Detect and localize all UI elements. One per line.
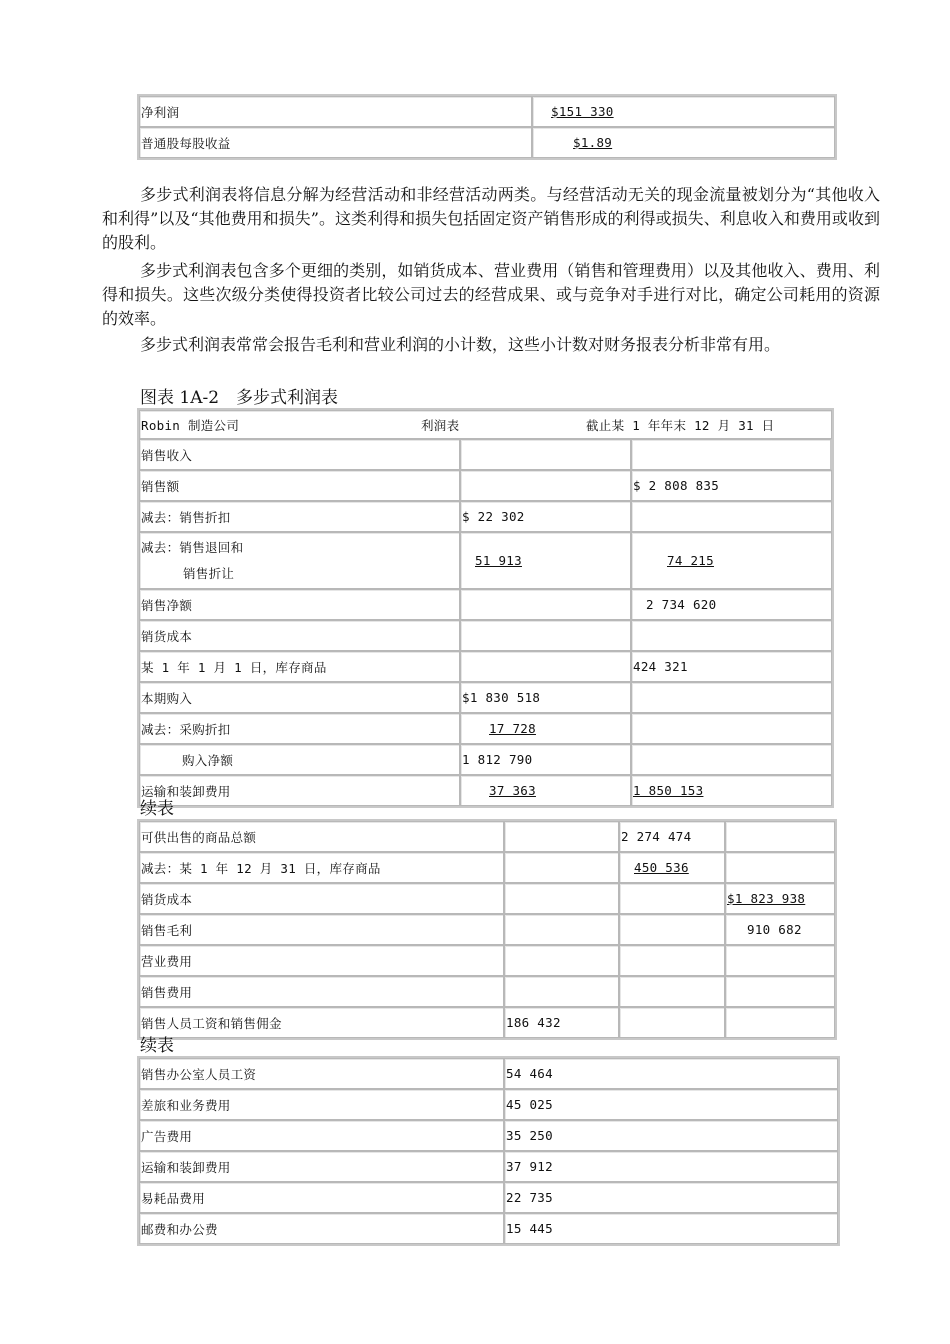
col2-cell <box>619 976 725 1007</box>
table-row <box>139 713 832 744</box>
table-row <box>139 1182 838 1213</box>
col1-cell <box>460 651 631 682</box>
col2-cell: 450 536 <box>619 852 725 883</box>
table-row <box>139 682 832 713</box>
col3-cell: 910 682 <box>725 914 835 945</box>
col2-cell <box>631 501 832 532</box>
col1-cell <box>460 589 631 620</box>
row-label: 运输和装卸费用 <box>139 775 460 806</box>
col1-cell <box>504 821 619 852</box>
table-row <box>139 976 835 1007</box>
table-row <box>139 821 835 852</box>
col2-cell: 1 850 153 <box>631 775 832 806</box>
company-name: Robin 制造公司 <box>141 417 240 433</box>
row-label: 可供出售的商品总额 <box>139 821 504 852</box>
col1-cell: 186 432 <box>504 1007 619 1038</box>
table-row <box>139 1213 838 1244</box>
statement-header <box>139 410 832 439</box>
header-cell <box>139 410 832 439</box>
row-label: 销售毛利 <box>139 914 504 945</box>
row-label: 某 1 年 1 月 1 日，库存商品 <box>139 651 460 682</box>
row-label: 净利润 <box>139 96 532 127</box>
row-label: 差旅和业务费用 <box>139 1089 504 1120</box>
table-row <box>139 914 835 945</box>
table-row <box>139 470 832 501</box>
row-label: 销货成本 <box>139 620 460 651</box>
col2-cell: 424 321 <box>631 651 832 682</box>
row-value: $1.89 <box>532 127 835 158</box>
row-value: 22 735 <box>504 1182 838 1213</box>
table-row <box>139 883 835 914</box>
row-label: 减去：采购折扣 <box>139 713 460 744</box>
row-label: 邮费和办公费 <box>139 1213 504 1244</box>
net-income-table <box>137 94 837 160</box>
statement-period: 截止某 1 年年末 12 月 31 日 <box>586 417 775 433</box>
col3-cell <box>725 945 835 976</box>
table-row <box>139 651 832 682</box>
paragraph-3: 多步式利润表常常会报告毛利和营业利润的小计数，这些小计数对财务报表分析非常有用。 <box>140 335 781 354</box>
row-label <box>139 532 460 589</box>
col3-cell <box>725 821 835 852</box>
row-value: 54 464 <box>504 1058 838 1089</box>
col3-cell <box>725 852 835 883</box>
row-value: $151 330 <box>532 96 835 127</box>
col1-cell <box>504 976 619 1007</box>
income-statement-table <box>137 408 834 808</box>
col1-cell: $1 830 518 <box>460 682 631 713</box>
row-label: 销售费用 <box>139 976 504 1007</box>
row-label: 销售办公室人员工资 <box>139 1058 504 1089</box>
table-row <box>139 532 832 589</box>
row-label: 销售收入 <box>139 439 460 470</box>
col1-cell <box>504 945 619 976</box>
row-label-line2: 销售折让 <box>183 565 235 581</box>
table-row <box>139 945 835 976</box>
row-label: 销售人员工资和销售佣金 <box>139 1007 504 1038</box>
col1-cell: $ 22 302 <box>460 501 631 532</box>
table-row <box>139 501 832 532</box>
continued-label: 续表 <box>140 1036 174 1056</box>
col2-cell: 2 734 620 <box>631 589 832 620</box>
table-row <box>139 620 832 651</box>
row-label: 广告费用 <box>139 1120 504 1151</box>
col2-cell <box>619 945 725 976</box>
continued-table-1 <box>137 819 837 1040</box>
col2-cell <box>631 439 832 470</box>
row-label: 本期购入 <box>139 682 460 713</box>
table-row <box>139 589 832 620</box>
col1-cell <box>460 439 631 470</box>
col2-cell <box>631 682 832 713</box>
col1-cell: 17 728 <box>460 713 631 744</box>
paragraph-1: 多步式利润表将信息分解为经营活动和非经营活动两类。与经营活动无关的现金流量被划分为“其他收入和利得”以及“其他费用和损失”。这类利得和损失包括固定资产销售形成的利得或损失、利息收入和费用或收到的股利。 <box>102 185 880 252</box>
table-row <box>139 1089 838 1120</box>
table-row <box>139 1151 838 1182</box>
col1-cell: 1 812 790 <box>460 744 631 775</box>
col1-cell: 37 363 <box>460 775 631 806</box>
continued-label: 续表 <box>140 799 174 819</box>
row-label: 销货成本 <box>139 883 504 914</box>
table-row <box>139 852 835 883</box>
col2-cell <box>619 883 725 914</box>
row-value: 35 250 <box>504 1120 838 1151</box>
col1-cell <box>504 883 619 914</box>
paragraph-2: 多步式利润表包含多个更细的类别，如销货成本、营业费用（销售和管理费用）以及其他收入、费用、利得和损失。这些次级分类使得投资者比较公司过去的经营成果、或与竞争对手进行对比，确定公司耗用的资源的效率。 <box>102 261 880 328</box>
row-value: 37 912 <box>504 1151 838 1182</box>
table-row <box>139 1120 838 1151</box>
col3-cell <box>725 976 835 1007</box>
col2-cell <box>631 620 832 651</box>
col3-cell <box>725 1007 835 1038</box>
col2-cell: $ 2 808 835 <box>631 470 832 501</box>
table-row <box>139 1007 835 1038</box>
row-label: 减去：某 1 年 12 月 31 日，库存商品 <box>139 852 504 883</box>
col1-cell <box>460 470 631 501</box>
row-label: 易耗品费用 <box>139 1182 504 1213</box>
row-label: 销售净额 <box>139 589 460 620</box>
col2-cell <box>631 744 832 775</box>
row-label: 普通股每股收益 <box>139 127 532 158</box>
col2-cell <box>631 713 832 744</box>
statement-title: 利润表 <box>421 417 460 433</box>
col2-cell: 74 215 <box>631 532 832 589</box>
col1-cell: 51 913 <box>460 532 631 589</box>
table-row <box>139 1058 838 1089</box>
continued-table-2 <box>137 1056 840 1246</box>
row-label-line1: 减去：销售退回和 <box>141 539 244 555</box>
table-row <box>139 96 835 127</box>
row-value: 15 445 <box>504 1213 838 1244</box>
col1-cell <box>460 620 631 651</box>
col2-cell: 2 274 474 <box>619 821 725 852</box>
row-label: 销售额 <box>139 470 460 501</box>
col1-cell <box>504 852 619 883</box>
table-row <box>139 744 832 775</box>
row-label: 营业费用 <box>139 945 504 976</box>
figure-caption: 图表 1A-2 多步式利润表 <box>140 388 339 408</box>
table-row <box>139 439 832 470</box>
row-label: 运输和装卸费用 <box>139 1151 504 1182</box>
row-label: 减去：销售折扣 <box>139 501 460 532</box>
col2-cell <box>619 914 725 945</box>
col1-cell <box>504 914 619 945</box>
col2-cell <box>619 1007 725 1038</box>
row-label: 购入净额 <box>139 744 460 775</box>
table-row <box>139 775 832 806</box>
col3-cell: $1 823 938 <box>725 883 835 914</box>
table-row <box>139 127 835 158</box>
row-value: 45 025 <box>504 1089 838 1120</box>
